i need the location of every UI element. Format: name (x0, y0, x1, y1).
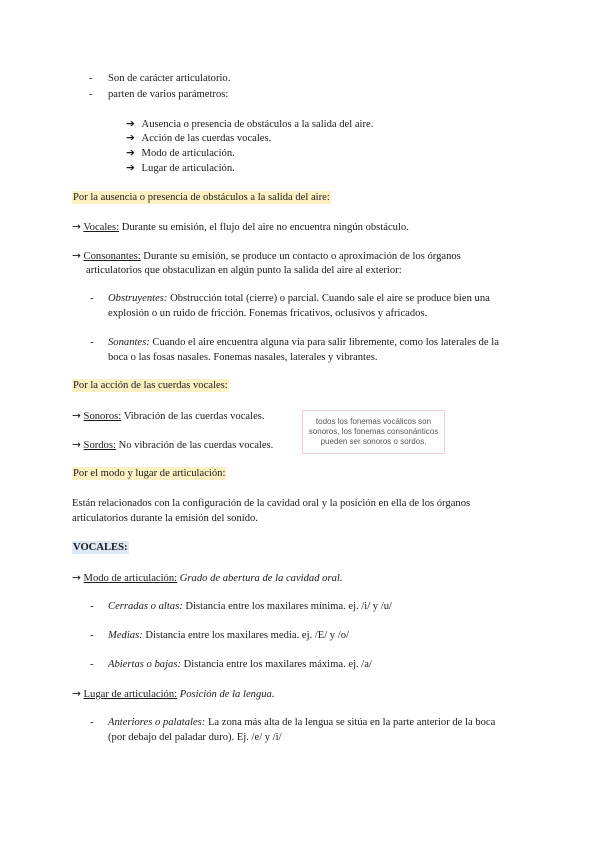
definition-consonantes: → Consonantes: Durante su emisión, se produce un contacto o aproximación de los órganos (72, 250, 461, 262)
definition-sordos: → Sordos: No vibración de las cuerdas vocales. (72, 439, 274, 451)
bullet-text: parten de varios parámetros: (108, 89, 229, 100)
definition-sonoros: → Sonoros: Vibración de las cuerdas vocales. (72, 410, 265, 422)
term: Obstruyentes: (108, 293, 168, 304)
definition-lugar: → Lugar de articulación: Posición de la lengua. (72, 688, 275, 700)
subdefinition-cerradas: - Cerradas o altas: Distancia entre los maxilares mínima. ej. /i/ y /u/ (90, 601, 392, 612)
term: Lugar de articulación: (83, 689, 178, 700)
bullet-dash: - (90, 337, 94, 348)
section-heading-modo-lugar: Por el modo y lugar de articulación: (73, 468, 226, 479)
term: Sonoros: (83, 411, 122, 422)
term: Sordos: (83, 440, 116, 451)
arrow-icon: → (72, 250, 81, 262)
side-note: todos los fonemas vocálicos son sonoros, los fonemas consonánticos pueden ser sonoros o sordos. (302, 410, 445, 454)
parameter-item: ➔ Lugar de articulación. (126, 162, 235, 174)
arrow-icon: → (72, 410, 81, 422)
arrow-bullet-icon: ➔ (126, 132, 135, 144)
term: Modo de articulación: (83, 573, 178, 584)
section-heading-obstaculos: Por la ausencia o presencia de obstáculos a la salida del aire: (73, 192, 330, 203)
arrow-bullet-icon: ➔ (126, 162, 135, 174)
paragraph-line: Están relacionados con la configuración de la cavidad oral y la posición en ella de los órganos (72, 498, 471, 509)
subdefinition-medias: - Medias: Distancia entre los maxilares media. ej. /E/ y /o/ (90, 630, 349, 641)
intro-bullet-1 (89, 72, 231, 86)
subdefinition-obstruyentes: - Obstruyentes: Obstrucción total (cierre) o parcial. Cuando sale el aire se produce bien una (90, 293, 490, 304)
definition-consonantes-cont: articulatorios que obstaculizan en algún punto la salida del aire al exterior: (86, 265, 402, 276)
term: Cerradas o altas: (108, 601, 183, 612)
subdefinition-obstruyentes-cont: explosión o un ruido de fricción. Fonemas fricativos, oclusivos y africados. (108, 308, 428, 319)
term: Sonantes: (108, 337, 150, 348)
term: Consonantes: (83, 251, 141, 262)
paragraph-line: articulatorios durante la emisión del sonido. (72, 513, 258, 524)
parameter-item: ➔ Acción de las cuerdas vocales. (126, 132, 272, 144)
parameter-item: ➔ Modo de articulación. (126, 147, 235, 159)
section-heading-cuerdas: Por la acción de las cuerdas vocales: (73, 380, 228, 391)
arrow-icon: → (72, 221, 81, 233)
subdefinition-sonantes: - Sonantes: Cuando el aire encuentra alguna vía para salir libremente, como los laterales de la (90, 337, 499, 348)
arrow-icon: → (72, 572, 81, 584)
arrow-bullet-icon: ➔ (126, 118, 135, 130)
bullet-dash: - (90, 293, 94, 304)
arrow-icon: → (72, 439, 81, 451)
term: Anteriores o palatales: (108, 717, 206, 728)
section-heading-vocales: VOCALES: (73, 542, 128, 553)
term: Abiertas o bajas: (108, 659, 181, 670)
arrow-bullet-icon: ➔ (126, 147, 135, 159)
definition-modo: → Modo de articulación: Grado de abertura de la cavidad oral. (72, 572, 343, 584)
subdefinition-abiertas: - Abiertas o bajas: Distancia entre los maxilares máxima. ej. /a/ (90, 659, 372, 670)
term: Vocales: (83, 222, 120, 233)
bullet-dash: - (90, 601, 94, 612)
subdefinition-anteriores-cont: (por debajo del paladar duro). Ej. /e/ y /i/ (108, 732, 282, 743)
parameter-item: ➔ Ausencia o presencia de obstáculos a la salida del aire. (126, 118, 374, 130)
subdefinition-sonantes-cont: boca o las fosas nasales. Fonemas nasales, laterales y vibrantes. (108, 352, 378, 363)
definition-vocales: → Vocales: Durante su emisión, el flujo del aire no encuentra ningún obstáculo. (72, 221, 409, 233)
bullet-dash: - (89, 73, 93, 84)
bullet-dash: - (90, 659, 94, 670)
intro-bullet-2 (89, 88, 229, 102)
bullet-dash: - (90, 630, 94, 641)
bullet-dash: - (89, 89, 93, 100)
arrow-icon: → (72, 688, 81, 700)
subdefinition-anteriores: - Anteriores o palatales: La zona más alta de la lengua se sitúa en la parte anterior de la boca (90, 717, 496, 728)
term: Medias: (108, 630, 143, 641)
bullet-text: Son de carácter articulatorio. (108, 73, 231, 84)
bullet-dash: - (90, 717, 94, 728)
